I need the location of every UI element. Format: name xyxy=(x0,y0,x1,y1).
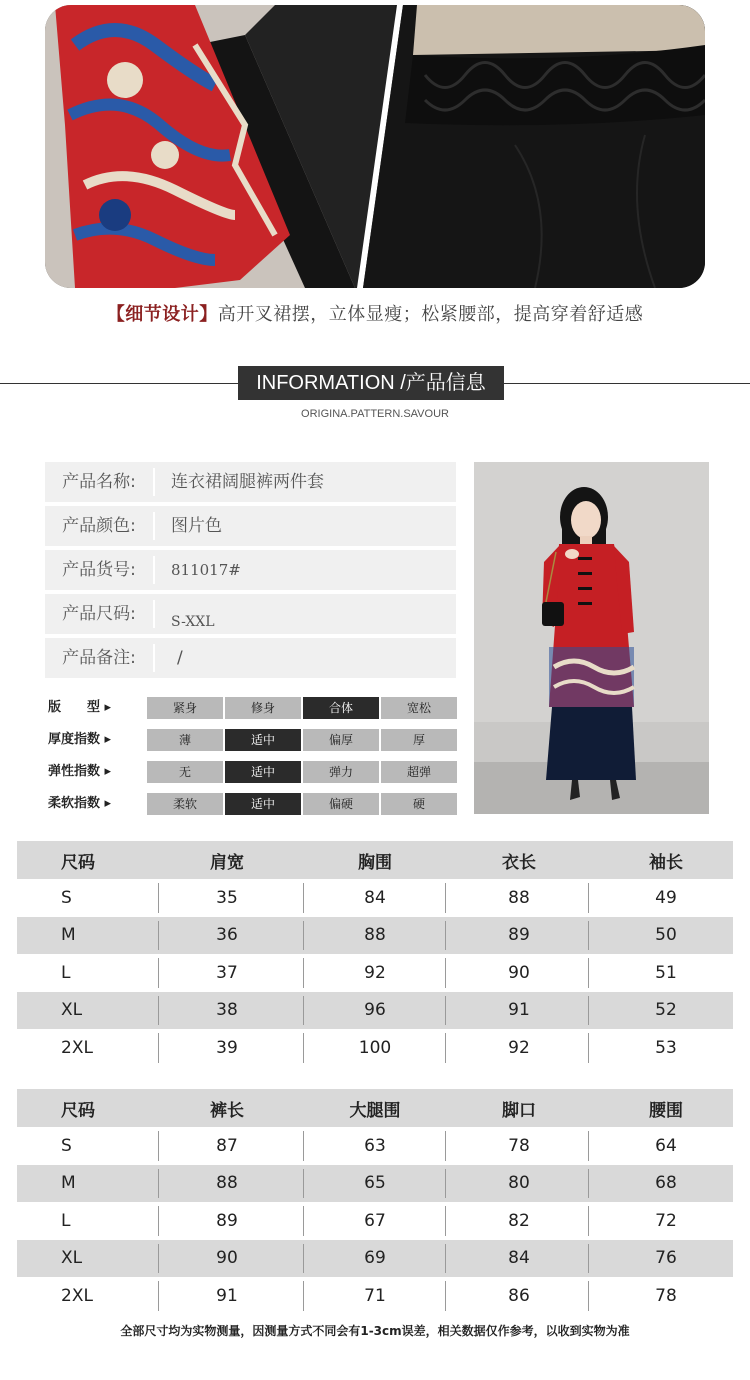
column-divider xyxy=(445,1033,446,1063)
table-cell: L xyxy=(61,1210,71,1231)
attr-separator xyxy=(153,600,155,628)
attr-separator xyxy=(153,468,155,496)
fabric-slit-photo xyxy=(45,5,395,288)
measurement-footnote: 全部尺寸均为实物测量，因测量方式不同会有1-3cm误差，相关数据仅作参考，以收到实物为准 xyxy=(120,1324,630,1338)
column-divider xyxy=(303,883,304,913)
table-cell: 67 xyxy=(364,1210,386,1231)
attr-row-sku xyxy=(45,550,456,590)
table-row xyxy=(17,1277,733,1315)
attr-label: 产品备注: xyxy=(62,648,136,668)
column-divider xyxy=(588,883,589,913)
table-cell: 35 xyxy=(216,887,238,908)
column-divider xyxy=(303,958,304,988)
table-cell: 50 xyxy=(655,925,677,946)
table-cell: 92 xyxy=(364,962,386,983)
column-divider xyxy=(445,1244,446,1274)
attr-row-color xyxy=(45,506,456,546)
header-cell: 腰围 xyxy=(649,1100,683,1121)
table-cell: 38 xyxy=(216,1000,238,1021)
table-cell: 76 xyxy=(655,1248,677,1269)
column-divider xyxy=(445,1206,446,1236)
header-cell: 袖长 xyxy=(649,852,683,873)
table-cell: 37 xyxy=(216,962,238,983)
rating-option: 厚 xyxy=(381,729,457,751)
rating-option: 偏硬 xyxy=(303,793,379,815)
table-cell: 88 xyxy=(364,925,386,946)
pants-size-table xyxy=(17,1089,733,1315)
table-cell: 84 xyxy=(364,887,386,908)
table-cell: 89 xyxy=(216,1210,238,1231)
table-cell: M xyxy=(61,1173,76,1194)
column-divider xyxy=(158,1131,159,1161)
table-cell: S xyxy=(61,887,72,908)
column-divider xyxy=(303,1131,304,1161)
column-divider xyxy=(588,1131,589,1161)
rating-option: 超弹 xyxy=(381,761,457,783)
rating-option-selected: 合体 xyxy=(303,697,379,719)
table-cell: 2XL xyxy=(61,1037,93,1058)
table-row xyxy=(17,1127,733,1165)
attr-row-size xyxy=(45,594,456,634)
table-cell: 64 xyxy=(655,1135,677,1156)
info-subtitle: ORIGINA.PATTERN.SAVOUR xyxy=(301,408,449,420)
table-row xyxy=(17,879,733,917)
column-divider xyxy=(445,1169,446,1199)
top-size-table xyxy=(17,841,733,1067)
column-divider xyxy=(445,958,446,988)
info-title: INFORMATION /产品信息 xyxy=(238,366,504,400)
table-cell: XL xyxy=(61,1000,83,1021)
table-cell: 63 xyxy=(364,1135,386,1156)
attr-value: 811017# xyxy=(171,561,241,579)
column-divider xyxy=(158,996,159,1026)
rating-option: 宽松 xyxy=(381,697,457,719)
table-header-row xyxy=(17,841,733,879)
detail-text: 高开叉裙摆，立体显瘦；松紧腰部，提高穿着舒适感 xyxy=(217,304,644,325)
header-cell: 胸围 xyxy=(358,852,392,873)
column-divider xyxy=(158,883,159,913)
table-cell: 84 xyxy=(508,1248,530,1269)
model-photo xyxy=(474,462,709,814)
attr-label: 产品货号: xyxy=(62,560,136,580)
table-cell: XL xyxy=(61,1248,83,1269)
table-cell: 88 xyxy=(216,1173,238,1194)
attr-label: 产品颜色: xyxy=(62,516,136,536)
table-cell: S xyxy=(61,1135,72,1156)
table-row xyxy=(17,1029,733,1067)
table-cell: 49 xyxy=(655,887,677,908)
column-divider xyxy=(303,1169,304,1199)
column-divider xyxy=(445,1281,446,1311)
column-divider xyxy=(588,958,589,988)
table-cell: 78 xyxy=(655,1285,677,1306)
table-cell: 65 xyxy=(364,1173,386,1194)
table-row xyxy=(17,1165,733,1203)
rating-label: 版 型 ▸ xyxy=(48,700,112,715)
column-divider xyxy=(445,996,446,1026)
table-cell: 87 xyxy=(216,1135,238,1156)
table-row xyxy=(17,1202,733,1240)
rating-option-selected: 适中 xyxy=(225,729,301,751)
attr-row-name xyxy=(45,462,456,502)
column-divider xyxy=(303,996,304,1026)
column-divider xyxy=(588,1244,589,1274)
table-row xyxy=(17,917,733,955)
table-row xyxy=(17,1240,733,1278)
column-divider xyxy=(588,996,589,1026)
attr-row-note xyxy=(45,638,456,678)
attr-separator xyxy=(153,644,155,672)
header-cell: 尺码 xyxy=(61,1100,95,1121)
table-cell: 86 xyxy=(508,1285,530,1306)
attr-value: / xyxy=(177,648,183,668)
column-divider xyxy=(445,1131,446,1161)
column-divider xyxy=(303,1206,304,1236)
column-divider xyxy=(158,1169,159,1199)
attr-value: 图片色 xyxy=(171,516,222,536)
detail-caption xyxy=(0,300,750,326)
table-row xyxy=(17,954,733,992)
table-cell: 89 xyxy=(508,925,530,946)
table-cell: 88 xyxy=(508,887,530,908)
table-cell: 96 xyxy=(364,1000,386,1021)
column-divider xyxy=(158,921,159,951)
table-cell: 82 xyxy=(508,1210,530,1231)
table-cell: 71 xyxy=(364,1285,386,1306)
column-divider xyxy=(303,921,304,951)
rating-option-selected: 适中 xyxy=(225,793,301,815)
table-cell: 39 xyxy=(216,1037,238,1058)
attr-separator xyxy=(153,556,155,584)
attr-separator xyxy=(153,512,155,540)
table-row xyxy=(17,992,733,1030)
table-cell: 53 xyxy=(655,1037,677,1058)
table-cell: 68 xyxy=(655,1173,677,1194)
rating-option: 柔软 xyxy=(147,793,223,815)
rating-option: 修身 xyxy=(225,697,301,719)
column-divider xyxy=(588,1033,589,1063)
rating-label: 厚度指数 ▸ xyxy=(48,732,112,747)
column-divider xyxy=(158,1244,159,1274)
column-divider xyxy=(588,1281,589,1311)
column-divider xyxy=(588,1169,589,1199)
column-divider xyxy=(158,958,159,988)
table-cell: 52 xyxy=(655,1000,677,1021)
column-divider xyxy=(303,1244,304,1274)
table-cell: 91 xyxy=(508,1000,530,1021)
table-cell: M xyxy=(61,925,76,946)
table-cell: 90 xyxy=(508,962,530,983)
rating-label: 柔软指数 ▸ xyxy=(48,796,112,811)
rating-option: 无 xyxy=(147,761,223,783)
table-cell: 51 xyxy=(655,962,677,983)
attr-value: S-XXL xyxy=(171,614,215,630)
rating-option: 偏厚 xyxy=(303,729,379,751)
column-divider xyxy=(588,921,589,951)
header-cell: 尺码 xyxy=(61,852,95,873)
rating-option-selected: 适中 xyxy=(225,761,301,783)
detail-photo-strip xyxy=(45,5,705,288)
column-divider xyxy=(303,1281,304,1311)
column-divider xyxy=(303,1033,304,1063)
column-divider xyxy=(588,1206,589,1236)
detail-tag: 【细节设计】 xyxy=(106,304,218,325)
attr-value: 连衣裙阔腿裤两件套 xyxy=(171,472,324,492)
rating-option: 弹力 xyxy=(303,761,379,783)
table-header-row xyxy=(17,1089,733,1127)
table-cell: L xyxy=(61,962,71,983)
rating-label: 弹性指数 ▸ xyxy=(48,764,112,779)
header-cell: 肩宽 xyxy=(210,852,244,873)
table-cell: 72 xyxy=(655,1210,677,1231)
column-divider xyxy=(158,1033,159,1063)
table-cell: 91 xyxy=(216,1285,238,1306)
header-cell: 大腿围 xyxy=(349,1100,401,1121)
column-divider xyxy=(445,921,446,951)
table-cell: 69 xyxy=(364,1248,386,1269)
rating-option: 薄 xyxy=(147,729,223,751)
header-cell: 衣长 xyxy=(502,852,536,873)
rating-option: 硬 xyxy=(381,793,457,815)
column-divider xyxy=(158,1281,159,1311)
table-cell: 36 xyxy=(216,925,238,946)
table-cell: 92 xyxy=(508,1037,530,1058)
column-divider xyxy=(445,883,446,913)
header-cell: 裤长 xyxy=(210,1100,244,1121)
rating-option: 紧身 xyxy=(147,697,223,719)
table-cell: 80 xyxy=(508,1173,530,1194)
table-cell: 78 xyxy=(508,1135,530,1156)
attr-label: 产品尺码: xyxy=(62,604,136,624)
header-cell: 脚口 xyxy=(502,1100,536,1121)
table-cell: 90 xyxy=(216,1248,238,1269)
attr-label: 产品名称: xyxy=(62,472,136,492)
column-divider xyxy=(158,1206,159,1236)
table-cell: 2XL xyxy=(61,1285,93,1306)
elastic-waist-photo xyxy=(363,5,705,288)
table-cell: 100 xyxy=(358,1037,392,1058)
